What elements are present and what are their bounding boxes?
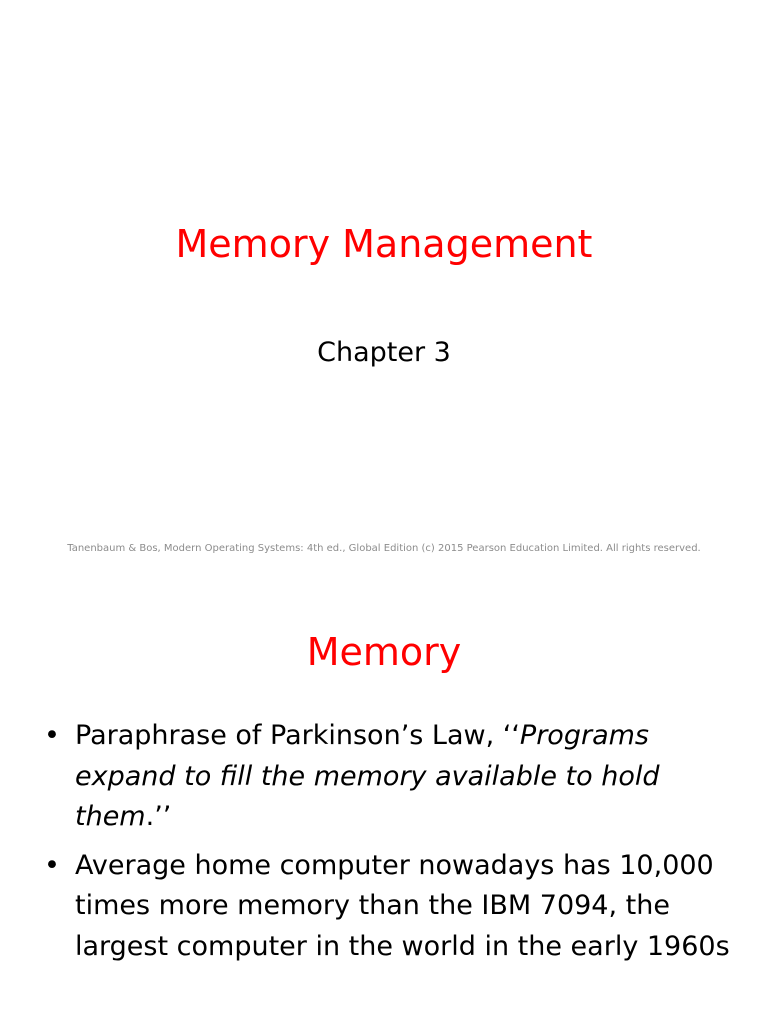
bullet-text: Average home computer nowadays has 10,000 times more memory than the IBM 7094, the largest computer in the world in the early 1960s bbox=[75, 849, 730, 962]
slide-title-heading: Memory Management bbox=[175, 222, 593, 266]
slide-memory bbox=[0, 576, 768, 1024]
bullet-text-quote: Programs expand to fill the memory available to hold them bbox=[75, 720, 660, 832]
bullet-item bbox=[44, 846, 744, 968]
bullet-text-prefix: Paraphrase of Parkinson’s Law, ‘‘ bbox=[75, 720, 520, 751]
bullet-text-suffix: .’’ bbox=[145, 801, 172, 832]
bullet-text bbox=[75, 716, 744, 838]
slide-footer-copyright: Tanenbaum & Bos, Modern Operating Systems: 4th ed., Global Edition (c) 2015 Pearson Education Limited. All rights reserved. bbox=[67, 543, 701, 554]
slide-subtitle: Chapter 3 bbox=[317, 337, 451, 368]
bullet-item bbox=[44, 716, 744, 838]
bullet-icon: • bbox=[44, 849, 60, 881]
bullet-list bbox=[44, 716, 744, 975]
slide-heading: Memory bbox=[306, 630, 462, 674]
bullet-icon: • bbox=[44, 720, 60, 751]
